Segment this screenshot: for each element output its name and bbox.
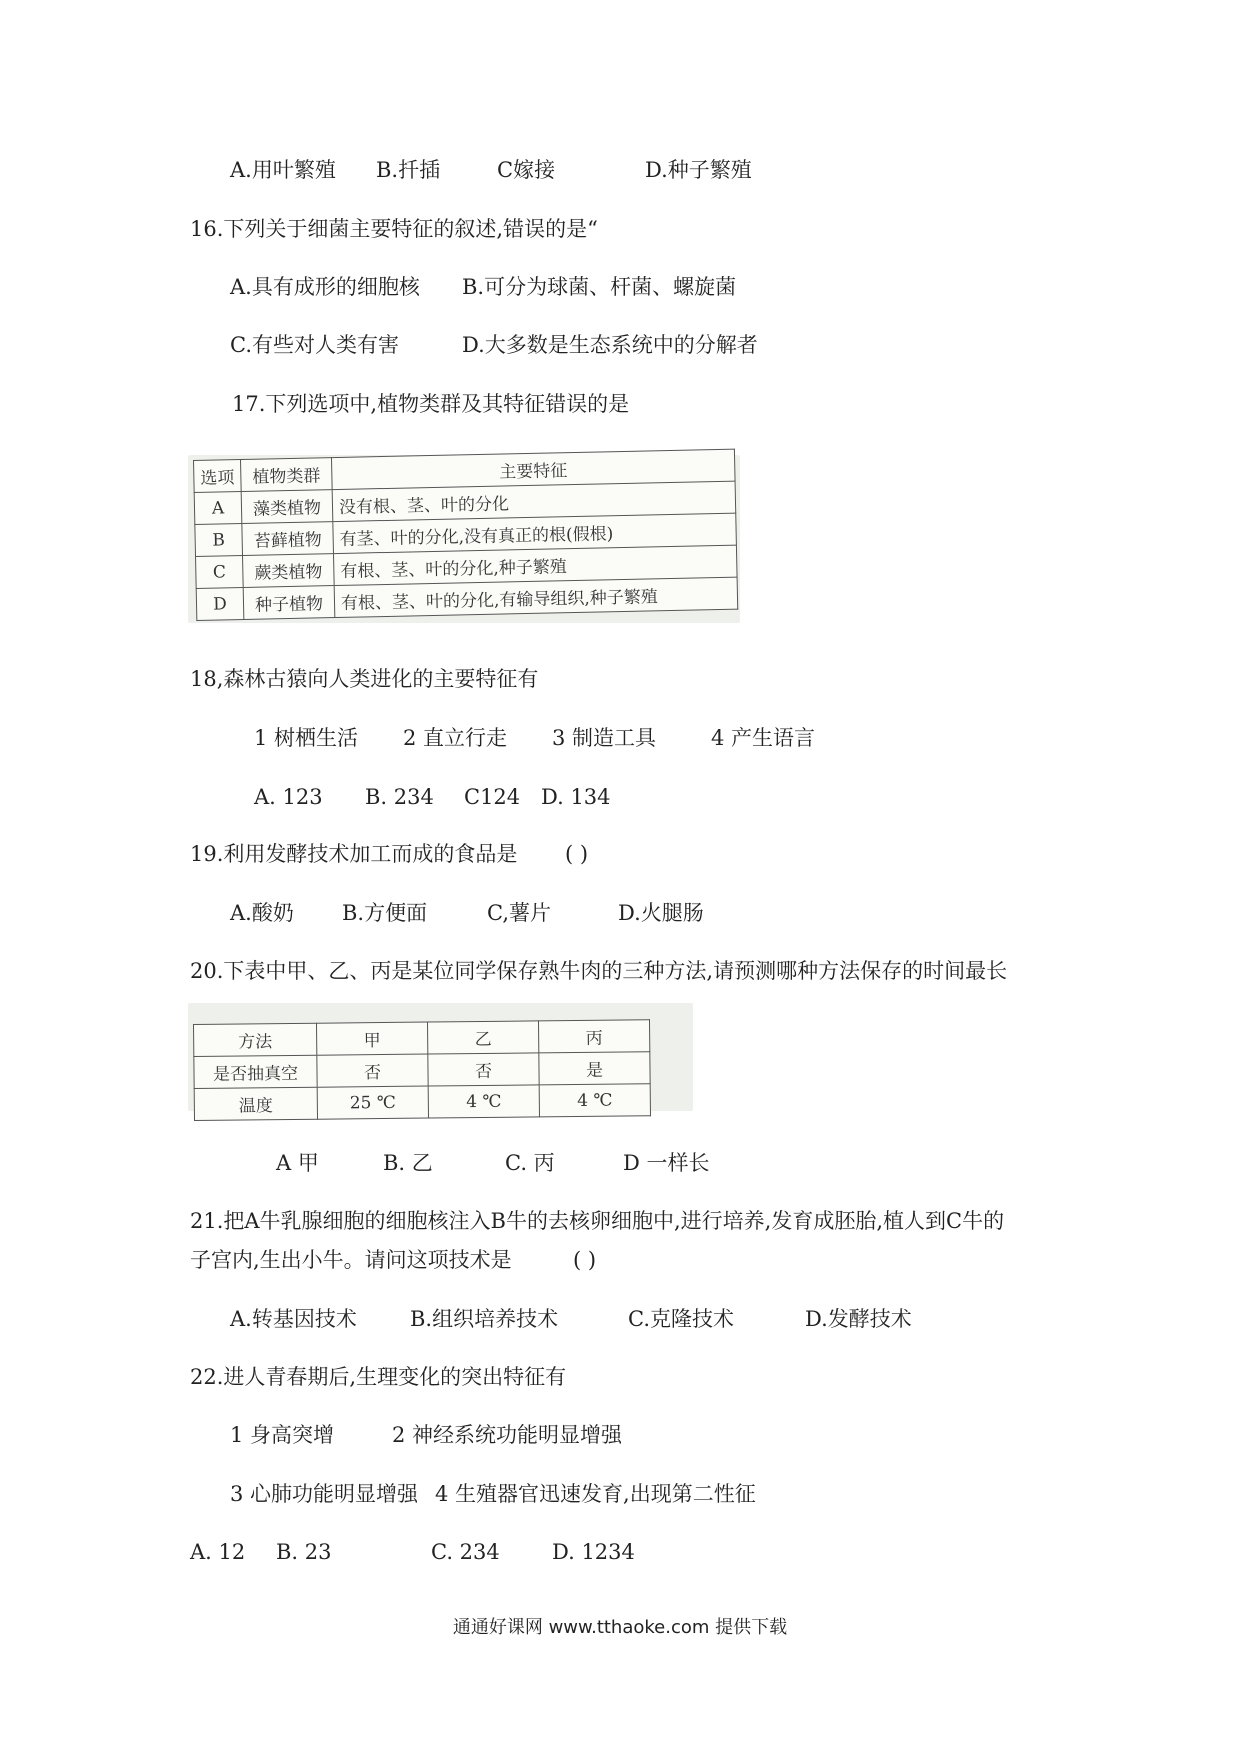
q15-option-a: A.用叶繁殖 xyxy=(230,158,336,182)
table-cell: 有茎、叶的分化,没有真正的根(假根) xyxy=(333,513,737,553)
table-cell: 否 xyxy=(317,1054,428,1087)
q18-option-c: C124 xyxy=(464,785,521,809)
q19-option-b: B.方便面 xyxy=(342,901,428,925)
q18-option-d: D. 134 xyxy=(541,785,611,809)
q16-option-c: C.有些对人类有害 xyxy=(230,333,399,357)
table-cell: 藻类植物 xyxy=(241,490,333,524)
table-header-cell: 丙 xyxy=(538,1020,649,1053)
q22-option-c: C. 234 xyxy=(431,1540,500,1564)
table-cell: 是 xyxy=(539,1052,650,1085)
table-cell: C xyxy=(196,555,244,588)
q22-option-d: D. 1234 xyxy=(552,1540,635,1564)
table-cell: 否 xyxy=(428,1053,539,1086)
q17-table xyxy=(193,449,738,621)
table-cell: 是否抽真空 xyxy=(194,1055,317,1088)
q22-item-4: 4 生殖器官迅速发育,出现第二性征 xyxy=(435,1482,756,1506)
q19-stem: 19.利用发酵技术加工而成的食品是 xyxy=(190,842,518,866)
q19-option-c: C,薯片 xyxy=(487,901,551,925)
table-cell: A xyxy=(194,491,242,524)
q17-stem: 17.下列选项中,植物类群及其特征错误的是 xyxy=(232,392,630,416)
q19-answer-blank: ( ) xyxy=(565,842,589,866)
page-footer: 通通好课网 www.tthaoke.com 提供下载 xyxy=(452,1617,788,1638)
q18-item-2: 2 直立行走 xyxy=(403,726,508,750)
table-cell: 4 ℃ xyxy=(428,1085,539,1118)
q18-item-1: 1 树栖生活 xyxy=(254,726,359,750)
table-cell: 蕨类植物 xyxy=(243,554,335,588)
q22-stem: 22.进人青春期后,生理变化的突出特征有 xyxy=(190,1365,567,1389)
table-header-cell: 甲 xyxy=(316,1022,427,1055)
q21-answer-blank: ( ) xyxy=(573,1248,597,1272)
q19-option-a: A.酸奶 xyxy=(230,901,294,925)
q21-stem: 子宫内,生出小牛。请问这项技术是 xyxy=(190,1248,512,1272)
q20-option-b: B. 乙 xyxy=(383,1151,433,1175)
q20-table xyxy=(193,1019,651,1121)
table-header-cell: 选项 xyxy=(194,460,242,493)
table-header-row xyxy=(194,1020,650,1057)
q20-option-a: A 甲 xyxy=(276,1151,319,1175)
table-cell: 苔藓植物 xyxy=(242,522,334,556)
q22-item-1: 1 身高突增 xyxy=(230,1423,335,1447)
q21-option-d: D.发酵技术 xyxy=(805,1307,912,1331)
q16-option-b: B.可分为球菌、杆菌、螺旋菌 xyxy=(462,275,737,299)
q15-option-c: C嫁接 xyxy=(497,158,556,182)
q15-option-d: D.种子繁殖 xyxy=(645,158,752,182)
q22-item-2: 2 神经系统功能明显增强 xyxy=(392,1423,623,1447)
table-header-cell: 主要特征 xyxy=(331,449,735,489)
q18-item-4: 4 产生语言 xyxy=(711,726,816,750)
table-cell: 有根、茎、叶的分化,有输导组织,种子繁殖 xyxy=(334,577,738,617)
q18-item-3: 3 制造工具 xyxy=(552,726,657,750)
q16-option-a: A.具有成形的细胞核 xyxy=(230,275,420,299)
q20-stem: 20.下表中甲、乙、丙是某位同学保存熟牛肉的三种方法,请预测哪种方法保存的时间最长 xyxy=(190,959,1008,983)
table-row xyxy=(194,1052,650,1089)
table-header-cell: 植物类群 xyxy=(241,458,333,492)
table-header-cell: 乙 xyxy=(427,1021,538,1054)
table-cell: 4 ℃ xyxy=(539,1084,650,1117)
table-cell: 25 ℃ xyxy=(317,1086,428,1119)
table-header-cell: 方法 xyxy=(194,1023,317,1056)
q21-option-b: B.组织培养技术 xyxy=(410,1307,559,1331)
table-cell: D xyxy=(196,587,244,620)
table-cell: B xyxy=(195,523,243,556)
table-row xyxy=(194,1084,650,1121)
q20-option-d: D 一样长 xyxy=(623,1151,710,1175)
q21-option-c: C.克隆技术 xyxy=(628,1307,734,1331)
q16-stem: 16.下列关于细菌主要特征的叙述,错误的是“ xyxy=(190,217,598,241)
q20-option-c: C. 丙 xyxy=(505,1151,555,1175)
q18-option-b: B. 234 xyxy=(365,785,434,809)
q22-option-a: A. 12 xyxy=(190,1540,246,1564)
q22-option-b: B. 23 xyxy=(276,1540,332,1564)
table-cell: 种子植物 xyxy=(243,586,335,620)
q18-option-a: A. 123 xyxy=(254,785,323,809)
q16-option-d: D.大多数是生态系统中的分解者 xyxy=(462,333,758,357)
table-cell: 温度 xyxy=(194,1087,317,1120)
q22-item-3: 3 心肺功能明显增强 xyxy=(230,1482,419,1506)
q21-option-a: A.转基因技术 xyxy=(230,1307,357,1331)
q21-stem-line1: 21.把A牛乳腺细胞的细胞核注入B牛的去核卵细胞中,进行培养,发育成胚胎,植人到C牛的 xyxy=(190,1209,1005,1233)
q19-option-d: D.火腿肠 xyxy=(618,901,704,925)
q15-option-b: B.扦插 xyxy=(376,158,441,182)
table-cell: 没有根、茎、叶的分化 xyxy=(332,481,736,521)
q18-stem: 18,森林古猿向人类进化的主要特征有 xyxy=(190,667,539,691)
table-cell: 有根、茎、叶的分化,种子繁殖 xyxy=(333,545,737,585)
